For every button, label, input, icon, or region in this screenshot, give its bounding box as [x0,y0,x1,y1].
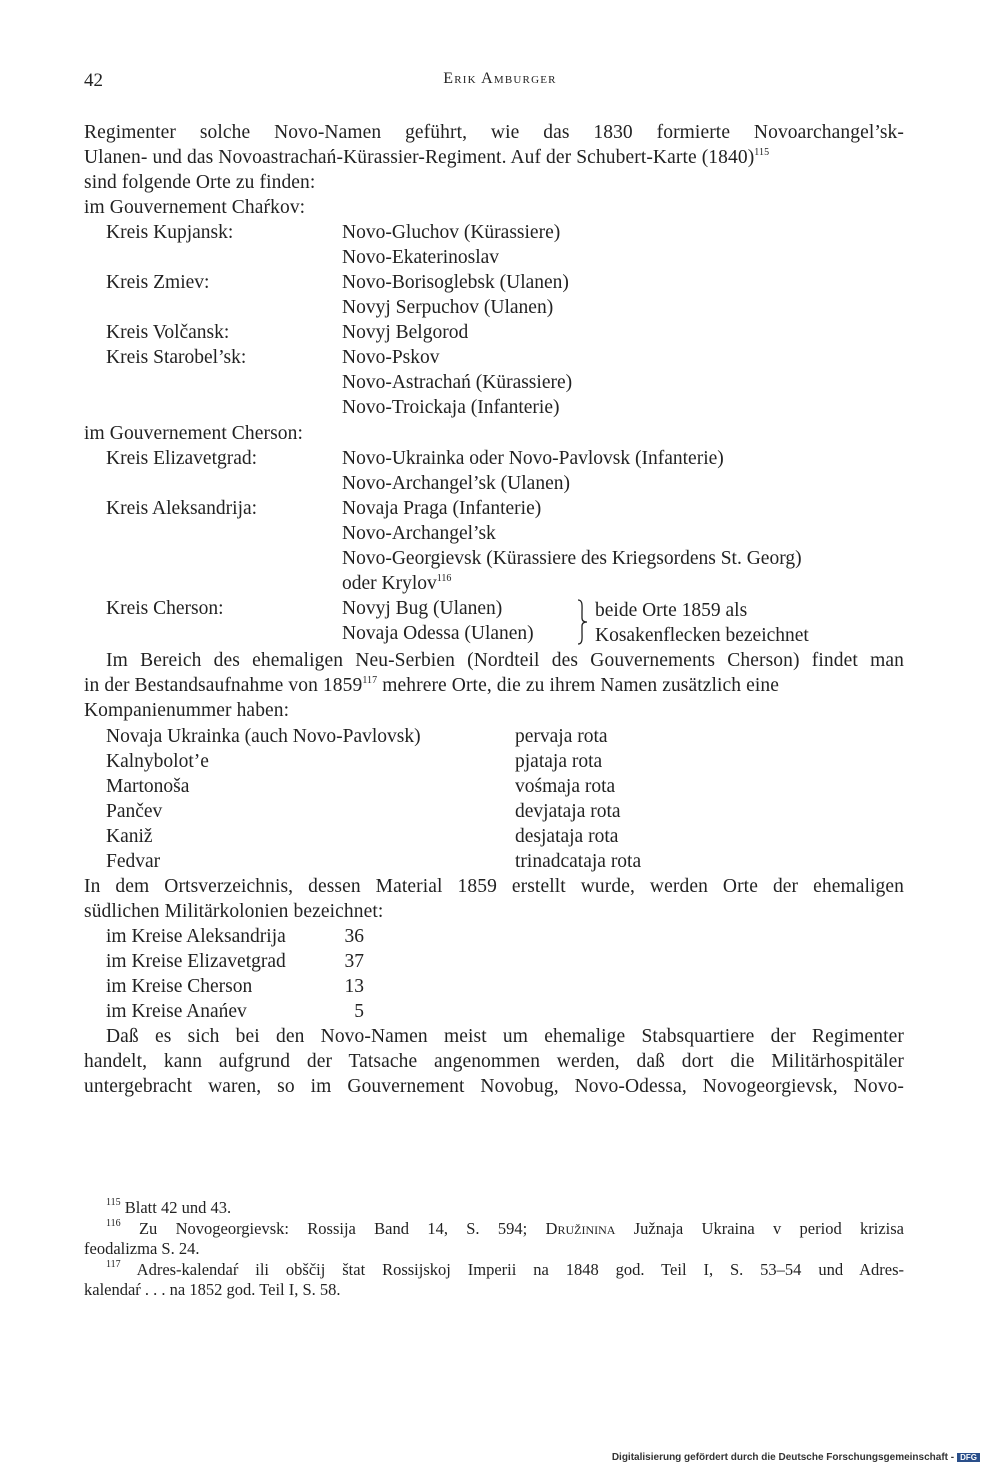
district-count: 37 [344,951,364,972]
place-name: Novaja Odessa (Ulanen) [342,623,534,644]
kreis-label: Kreis Kupjansk: [106,222,234,243]
place-name: Novo-Ekaterinoslav [342,247,500,268]
kreis-label: Kreis Aleksandrija: [106,498,258,519]
footnote-115-number: 115 [106,1197,121,1208]
settlement-name: Kalnybolot’e [106,751,209,772]
place-name: Novyj Bug (Ulanen) [342,598,503,619]
footnote-115-text: Blatt 42 und 43. [124,1198,232,1217]
serbien-line-2 [84,673,904,698]
settlement-name: Kaniž [106,826,153,847]
brace-note-2: Kosakenflecken bezeichnet [595,625,809,646]
footnote-117-line-2: kalendaŕ . . . na 1852 god. Teil I, S. 58. [84,1280,341,1299]
ortsverz-line-2: südlichen Militärkolonien bezeichnet: [84,901,384,922]
footnote-116-a: Zu Novogeorgievsk: Rossija Band 14, S. 594; [138,1219,546,1238]
place-name: Novyj Belgorod [342,322,469,343]
digitization-footer [612,1452,980,1463]
footnote-117-line-1 [106,1260,904,1280]
closing-line-1: Daß es sich bei den Novo-Namen meist um ehemalige Stabsquartiere der Regimenter [106,1026,904,1047]
settlement-name: Fedvar [106,851,161,872]
place-name: Novo-Ukrainka oder Novo-Pavlovsk (Infanterie) [342,448,724,469]
kreis-label: Kreis Cherson: [106,598,224,619]
kreis-label: Kreis Volčansk: [106,322,230,343]
district-count: 5 [354,1001,364,1022]
place-name: Novaja Praga (Infanterie) [342,498,542,519]
charkov-heading: im Gouvernement Chaŕkov: [84,197,306,218]
district-name: im Kreise Aleksandrija [106,926,286,947]
company-number: devjataja rota [515,801,621,822]
footnote-116-number: 116 [106,1219,121,1229]
page-number: 42 [84,70,103,91]
place-name: Novo-Pskov [342,347,440,368]
place-name: Novo-Troickaja (Infanterie) [342,397,560,418]
footnote-ref-116: 116 [436,573,452,584]
district-count: 13 [344,976,364,997]
brace-symbol [575,598,589,646]
district-count: 36 [344,926,364,947]
place-name: Novo-Archangel’sk (Ulanen) [342,473,570,494]
company-number: desjataja rota [515,826,619,847]
closing-line-2: handelt, kann aufgrund der Tatsache angenommen werden, daß dort die Militärhospitäler [84,1051,904,1072]
district-name: im Kreise Elizavetgrad [106,951,286,972]
running-head: Erik Amburger [443,70,557,87]
serbien-line-3: Kompanienummer haben: [84,700,290,721]
district-name: im Kreise Cherson [106,976,253,997]
place-name: Novo-Archangel’sk [342,523,496,544]
settlement-name: Martonoša [106,776,190,797]
settlement-name: Pančev [106,801,163,822]
settlement-name: Novaja Ukrainka (auch Novo-Pavlovsk) [106,726,421,747]
company-number: vośmaja rota [515,776,616,797]
place-name: Novo-Borisoglebsk (Ulanen) [342,272,569,293]
footnote-115 [106,1198,926,1218]
place-name: Novo-Georgievsk (Kürassiere des Kriegsordens St. Georg) [342,548,802,569]
footnote-116-author: Družinina [545,1219,616,1238]
footnote-117-number: 117 [106,1260,121,1270]
place-name: Novyj Serpuchov (Ulanen) [342,297,554,318]
footnote-116-b: Južnaja Ukraina v period krizisa [615,1219,904,1238]
intro-line-3: sind folgende Orte zu finden: [84,172,316,193]
serbien-line-1: Im Bereich des ehemaligen Neu-Serbien (Nordteil des Gouvernements Cherson) findet man [106,650,904,671]
place-name: Novo-Astrachań (Kürassiere) [342,372,573,393]
dfg-logo: DFG [957,1453,980,1462]
footnote-117-text: Adres-kalendaŕ ili obščij štat Rossijskoj Imperii na 1848 god. Teil I, S. 53–54 und Adres- [136,1260,904,1279]
footnote-116-line-2: feodalizma S. 24. [84,1239,200,1258]
footnote-ref-117: 117 [362,675,378,686]
company-number: pervaja rota [515,726,608,747]
footnote-116-line-1 [106,1219,904,1239]
place-name: oder Krylov$^{116}$ [342,573,452,594]
ortsverz-line-1: In dem Ortsverzeichnis, dessen Material 1859 erstellt wurde, werden Orte der ehemaligen [84,876,904,897]
closing-line-3: untergebracht waren, so im Gouvernement Novobug, Novo-Odessa, Novogeorgievsk, Novo- [84,1076,904,1097]
kreis-label: Kreis Zmiev: [106,272,210,293]
serbien-line-2b: mehrere Orte, die zu ihrem Namen zusätzlich eine [377,675,780,696]
kreis-label: Kreis Elizavetgrad: [106,448,258,469]
footer-text: Digitalisierung gefördert durch die Deutsche Forschungsgemeinschaft - [611,1452,955,1463]
intro-line-2 [84,145,904,170]
serbien-line-2a: in der Bestandsaufnahme von 1859 [84,675,363,696]
intro-line-2-text: Ulanen- und das Novoastrachań-Kürassier-Regiment. Auf der Schubert-Karte (1840) [84,147,755,168]
kreis-label: Kreis Starobel’sk: [106,347,247,368]
footnote-ref-115: 115 [754,147,770,158]
cherson-heading: im Gouvernement Cherson: [84,423,304,444]
brace-note-1: beide Orte 1859 als [595,600,748,621]
intro-line-1: Regimenter solche Novo-Namen geführt, wie das 1830 formierte Novoarchangel’sk- [84,122,904,143]
company-number: pjataja rota [515,751,603,772]
district-name: im Kreise Anańev [106,1001,247,1022]
company-number: trinadcataja rota [515,851,642,872]
place-name: Novo-Gluchov (Kürassiere) [342,222,561,243]
